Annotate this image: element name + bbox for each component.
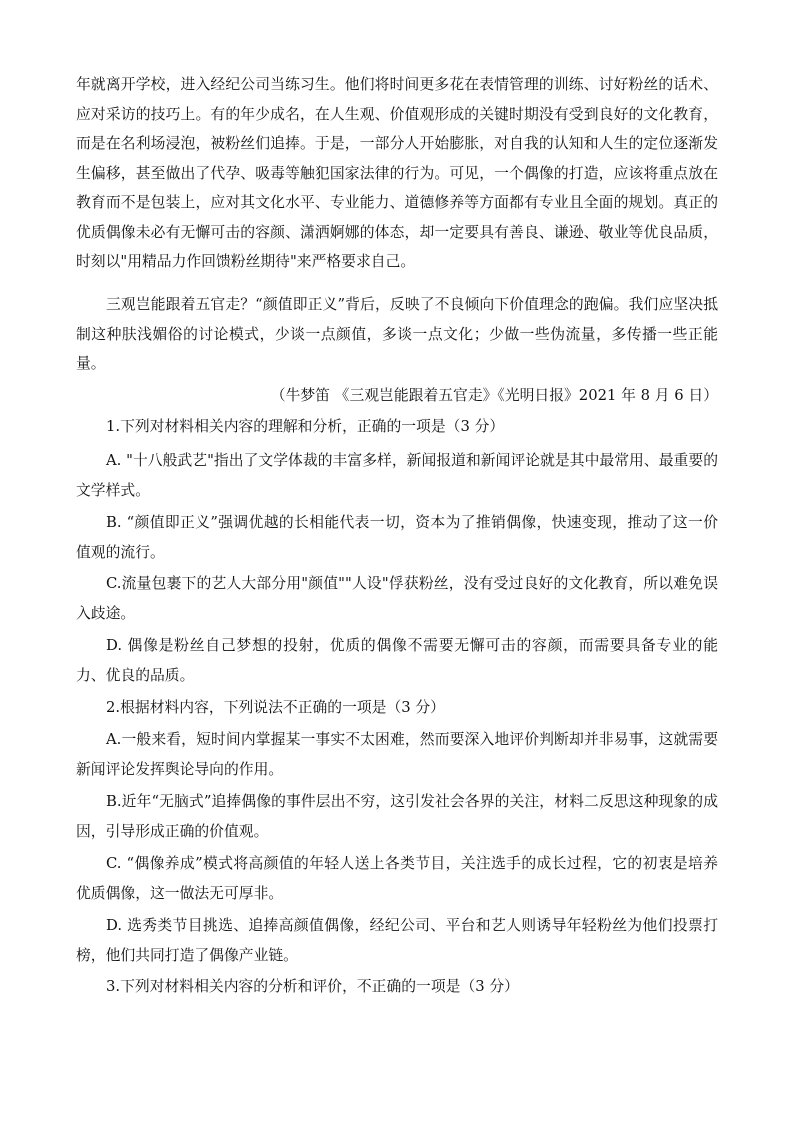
- question-option: A.一般来看，短时间内掌握某一事实不太困难，然而要深入地评价判断却并非易事，这就需要新闻评论发挥舆论导向的作用。: [76, 731, 718, 778]
- question-stem: 1.下列对材料相关内容的理解和分析，正确的一项是（3 分）: [106, 418, 505, 435]
- question-option: A. "十八般武艺"指出了文学体裁的丰富多样，新闻报道和新闻评论就是其中最常用、最重要的文学样式。: [76, 452, 718, 499]
- question-option: D. 选秀类节目挑选、追捧高颜值偶像，经纪公司、平台和艺人则诱导年轻粉丝为他们投票打榜，他们共同打造了偶像产业链。: [76, 917, 718, 964]
- question-option: B. “颜值即正义”强调优越的长相能代表一切，资本为了推销偶像，快速变现，推动了这一价值观的流行。: [76, 514, 718, 561]
- question-option: B.近年“无脑式”追捧偶像的事件层出不穷，这引发社会各界的关注，材料二反思这种现象的成因，引导形成正确的价值观。: [76, 793, 718, 840]
- question-option: D. 偶像是粉丝自己梦想的投射，优质的偶像不需要无懈可击的容颜，而需要具备专业的能力、优良的品质。: [76, 637, 718, 684]
- passage-paragraph: 三观岂能跟着五官走？“颜值即正义”背后，反映了不良倾向下价值理念的跑偏。我们应坚决抵制这种肤浅媚俗的讨论模式，少谈一点颜值，多谈一点文化；少做一些伪流量，多传播一些正能量。: [76, 296, 718, 372]
- passage-paragraph: 年就离开学校，进入经纪公司当练习生。他们将时间更多花在表情管理的训练、讨好粉丝的话术、应对采访的技巧上。有的年少成名，在人生观、价值观形成的关键时期没有受到良好的文化教育，而是在名利场浸泡，被粉丝们追捧。于是，一部分人开始膨胀，对自我的认知和人生的定位逐渐发生偏移，甚至做出了代孕、吸毒等触犯国家法律的行为。可见，一个偶像的打造，应该将重点放在教育而不是包装上，应对其文化水平、专业能力、道德修养等方面都有专业且全面的规划。真正的优质偶像未必有无懈可击的容颜、潇洒婀娜的体态，却一定要具有善良、谦逊、敬业等优良品质，时刻以"用精品力作回馈粉丝期待"来严格要求自己。: [76, 76, 718, 270]
- question-stem: 2.根据材料内容，下列说法不正确的一项是（3 分）: [106, 699, 445, 716]
- question-option: C. “偶像养成”模式将高颜值的年轻人送上各类节目，关注选手的成长过程，它的初衷是培养优质偶像，这一做法无可厚非。: [76, 855, 718, 902]
- question-option: C.流量包裹下的艺人大部分用"颜值""人设"俘获粉丝，没有受过良好的文化教育，所以难免误入歧途。: [76, 575, 718, 622]
- question-stem: 3.下列对材料相关内容的分析和评价，不正确的一项是（3 分）: [106, 978, 519, 995]
- source-citation: （牛梦笛 《三观岂能跟着五官走》《光明日报》2021 年 8 月 6 日）: [270, 387, 718, 404]
